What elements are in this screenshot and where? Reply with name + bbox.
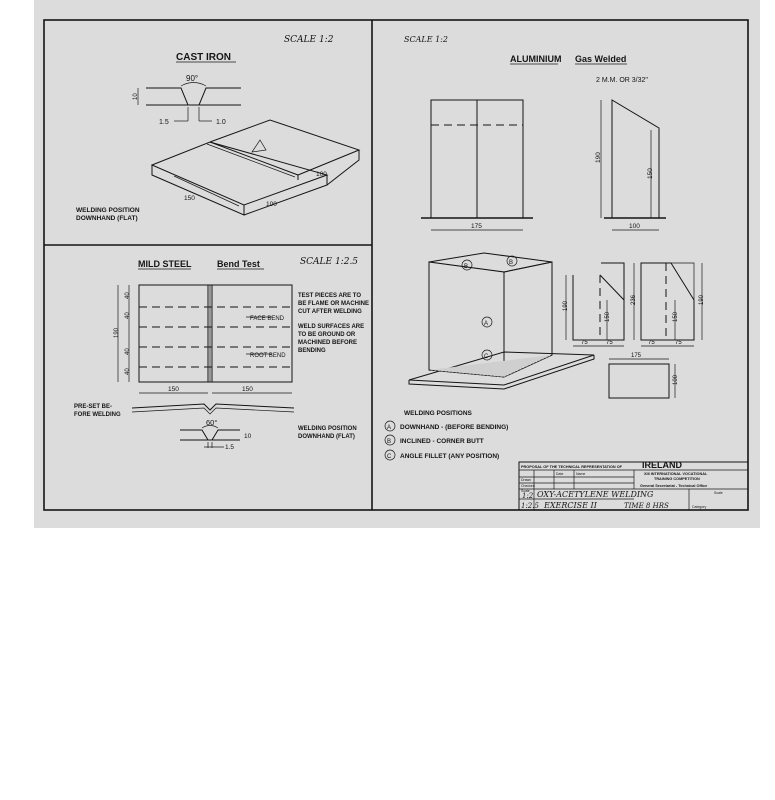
front-view bbox=[421, 100, 533, 230]
piece-dim-236: 236 bbox=[631, 294, 637, 305]
cast-iron-dim-length: 150 bbox=[184, 195, 195, 202]
front-dim-width: 175 bbox=[471, 223, 482, 230]
tb-proposal: PROPOSAL OF THE TECHNICAL REPRESENTATION OF bbox=[521, 465, 622, 469]
note2-line3: MACHINED BEFORE bbox=[298, 340, 358, 346]
mild-steel-position-2: DOWNHAND (FLAT) bbox=[298, 434, 355, 440]
label-c-box: C bbox=[484, 354, 489, 360]
legend-text-a: DOWNHAND - (BEFORE BENDING) bbox=[400, 424, 509, 431]
aluminium-thickness: 2 M.M. OR 3/32" bbox=[596, 77, 648, 84]
label-a-box: A bbox=[484, 321, 489, 327]
piece2-dim-height: 150 bbox=[673, 311, 679, 322]
root-bend-label: ROOT BEND bbox=[250, 353, 286, 359]
preset-line1: PRE-SET BE- bbox=[74, 404, 113, 410]
tb-comp-1: XIII INTERNATIONAL VOCATIONAL bbox=[644, 472, 708, 476]
mild-steel-position-1: WELDING POSITION bbox=[298, 426, 357, 432]
side-dim-width: 100 bbox=[629, 223, 640, 230]
label-b-top: B bbox=[464, 264, 469, 270]
tb-country: IRELAND bbox=[642, 460, 682, 470]
tb-office: General Secretariat - Technical Office bbox=[640, 484, 708, 488]
preset-sketch bbox=[74, 404, 294, 418]
note1-line1: TEST PIECES ARE TO bbox=[298, 293, 362, 299]
cast-iron-title: CAST IRON bbox=[176, 52, 231, 63]
mild-steel-angle: 60° bbox=[206, 418, 218, 427]
drawing-sheet bbox=[34, 0, 760, 528]
tb-main-title: OXY-ACETYLENE WELDING bbox=[537, 490, 654, 499]
mild-steel-title: MILD STEEL bbox=[138, 259, 192, 269]
cast-iron-dim-left: 1.5 bbox=[159, 119, 169, 126]
cast-iron-position-2: DOWNHAND (FLAT) bbox=[76, 215, 138, 222]
side-dim-height-1: 190 bbox=[595, 152, 602, 163]
mild-steel-groove-section bbox=[180, 418, 252, 451]
cast-iron-joint-section bbox=[133, 74, 241, 126]
cast-iron-dim-right: 1.0 bbox=[216, 119, 226, 126]
cast-iron-dim-height: 10 bbox=[133, 93, 139, 100]
cut-pieces bbox=[563, 263, 705, 346]
mild-steel-dim-gap: 1.5 bbox=[225, 444, 235, 451]
cast-iron-angle: 90° bbox=[186, 74, 199, 83]
aluminium-title: ALUMINIUM bbox=[510, 54, 562, 64]
aluminium-section bbox=[385, 35, 705, 460]
mild-steel-scale: SCALE 1:2.5 bbox=[300, 257, 359, 267]
piece-dim-75-a: 75 bbox=[581, 340, 588, 346]
mild-steel-notes bbox=[298, 293, 369, 354]
note2-line4: BENDING bbox=[298, 348, 326, 354]
preset-line2: FORE WELDING bbox=[74, 412, 121, 418]
cast-iron-position-1: WELDING POSITION bbox=[76, 207, 140, 214]
tb-scale-1: 1:2 bbox=[522, 492, 534, 500]
mild-steel-dim-row-1: 40 bbox=[125, 292, 131, 299]
legend-mark-a: A bbox=[387, 425, 392, 431]
tb-time: TIME 8 HRS bbox=[624, 502, 669, 510]
tb-col-date: Date bbox=[556, 472, 564, 476]
title-block bbox=[519, 460, 748, 510]
cast-iron-section bbox=[76, 35, 359, 222]
tb-comp-2: TRAINING COMPETITION bbox=[654, 477, 700, 481]
cast-iron-dim-width-a: 100 bbox=[266, 201, 277, 208]
side-dim-height-2: 150 bbox=[647, 168, 654, 179]
legend-text-b: INCLINED - CORNER BUTT bbox=[400, 438, 484, 445]
bend-test-plate bbox=[114, 285, 292, 393]
note2-line2: TO BE GROUND OR bbox=[298, 332, 356, 338]
piece2-dim-height-2: 190 bbox=[699, 294, 705, 305]
note1-line2: BE FLAME OR MACHINE bbox=[298, 301, 369, 307]
tb-row-checked: Checked bbox=[521, 484, 535, 488]
tb-field-category: Category bbox=[692, 505, 707, 509]
piece-dim-75-d: 75 bbox=[675, 340, 682, 346]
base-plate-view bbox=[609, 353, 679, 398]
tb-row-drawn: Drawn bbox=[521, 478, 532, 482]
tb-field-scale: Scale bbox=[714, 491, 723, 495]
tb-exercise: EXERCISE II bbox=[544, 501, 597, 510]
piece1-dim-height: 190 bbox=[563, 300, 569, 311]
cast-iron-scale: SCALE 1:2 bbox=[284, 35, 334, 45]
piece-dim-75-b: 75 bbox=[606, 340, 613, 346]
legend-mark-b: B bbox=[387, 439, 392, 445]
piece1-dim-height-2: 150 bbox=[605, 311, 611, 322]
legend-text-c: ANGLE FILLET (ANY POSITION) bbox=[400, 453, 500, 460]
side-view bbox=[595, 100, 666, 230]
tb-scale-2: 1:2.5 bbox=[521, 502, 539, 510]
aluminium-scale: SCALE 1:2 bbox=[404, 35, 448, 44]
mild-steel-dim-thk: 10 bbox=[244, 433, 252, 440]
tb-col-name: Name bbox=[576, 472, 586, 476]
note1-line3: CUT AFTER WELDING bbox=[298, 309, 362, 315]
welding-positions-legend bbox=[385, 410, 508, 460]
label-b-top-right: B bbox=[509, 260, 514, 266]
mild-steel-dim-row-3: 40 bbox=[125, 348, 131, 355]
base-dim-width: 175 bbox=[631, 353, 642, 359]
positions-title: WELDING POSITIONS bbox=[404, 410, 472, 417]
mild-steel-section bbox=[74, 257, 369, 451]
mild-steel-dim-190: 190 bbox=[114, 327, 120, 338]
base-dim-height: 100 bbox=[673, 374, 679, 385]
tb-row-scale: Scale bbox=[521, 489, 530, 493]
technical-drawing bbox=[34, 0, 760, 528]
mild-steel-dim-row-4: 40 bbox=[125, 368, 131, 375]
piece-dim-75-c: 75 bbox=[648, 340, 655, 346]
note2-line1: WELD SURFACES ARE bbox=[298, 324, 365, 330]
mild-steel-dim-left: 150 bbox=[168, 386, 179, 393]
face-bend-label: FACE BEND bbox=[250, 316, 285, 322]
cast-iron-plates bbox=[152, 120, 359, 215]
legend-mark-c: C bbox=[387, 454, 392, 460]
mild-steel-subtitle: Bend Test bbox=[217, 259, 260, 269]
cast-iron-dim-width-b: 100 bbox=[316, 171, 327, 178]
mild-steel-dim-row-2: 40 bbox=[125, 312, 131, 319]
mild-steel-dim-right: 150 bbox=[242, 386, 253, 393]
aluminium-subtitle: Gas Welded bbox=[575, 54, 627, 64]
